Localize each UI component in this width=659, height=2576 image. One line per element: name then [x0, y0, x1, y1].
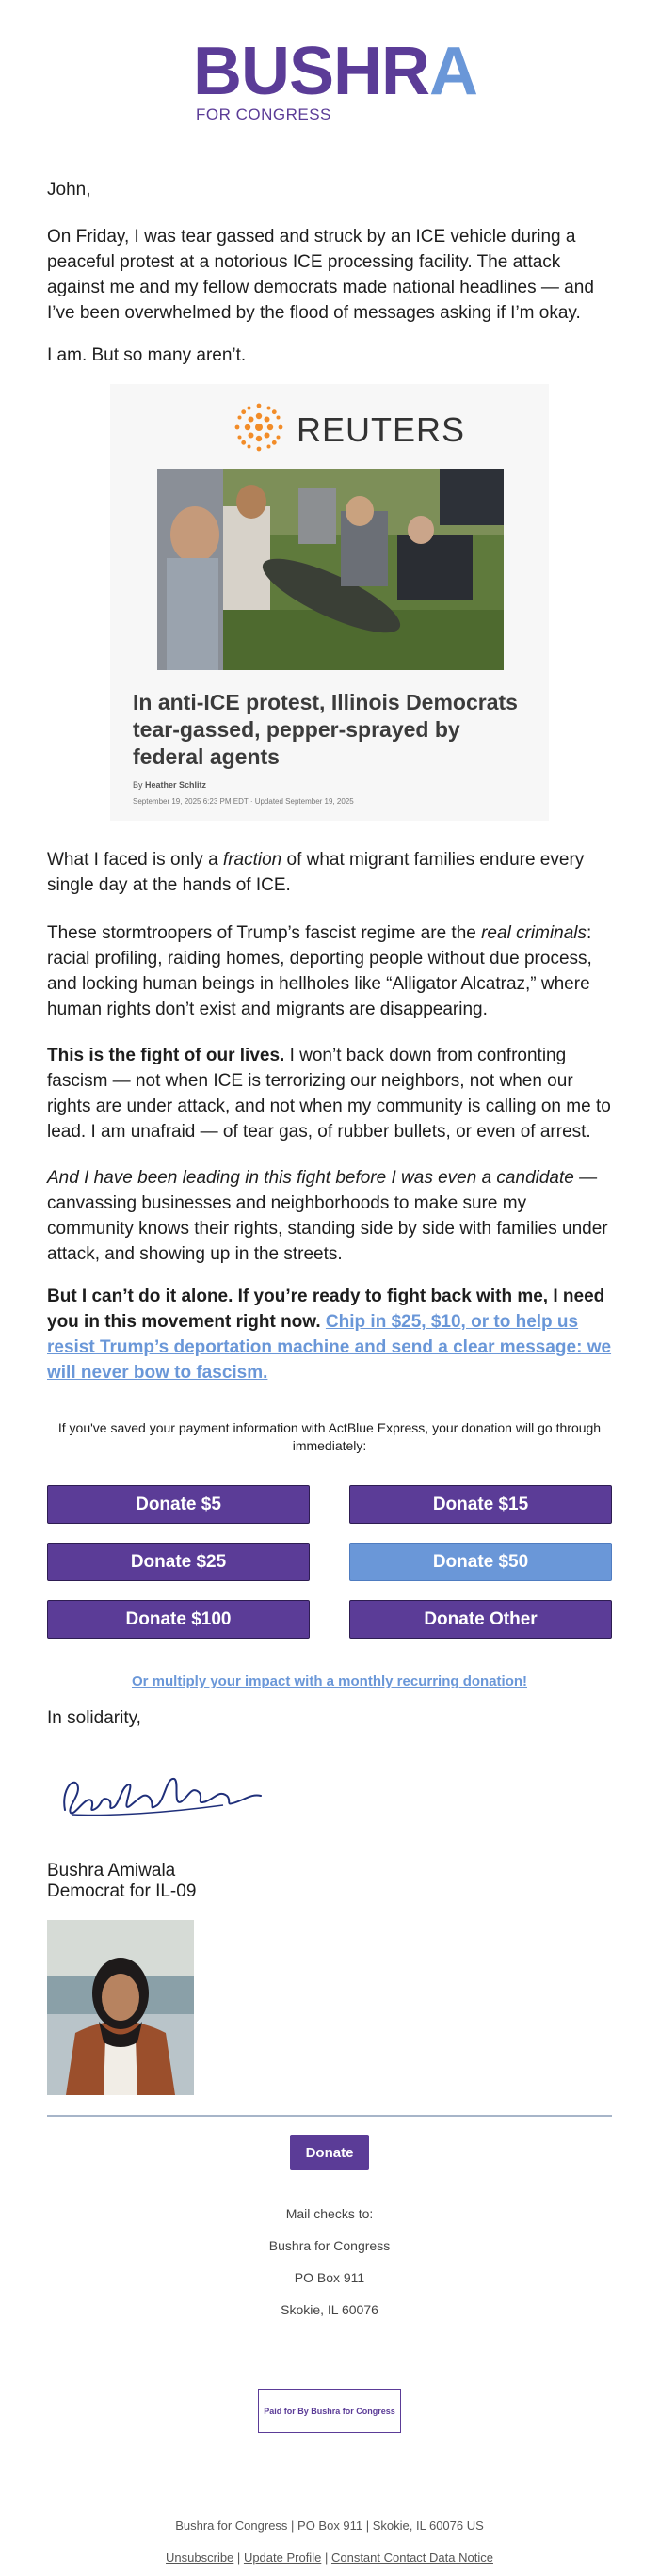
logo-text: BUSHR [193, 34, 430, 109]
candidate-portrait [47, 1920, 194, 2095]
paragraph-fight: This is the fight of our lives. I won’t back down from confronting fascism — not when ICE is terrorizing our neighbors, not when our rights are under attack, and not when my community is calling on me to lead. I am unafraid — of tear gas, of rubber bullets, or even of arrest. [47, 1046, 611, 1142]
data-notice-link[interactable]: Constant Contact Data Notice [330, 2551, 493, 2565]
donate-50-button[interactable]: Donate $50 [349, 1543, 612, 1581]
footer-address: Bushra for Congress | PO Box 911 | Skokie, IL 60076 US [175, 2519, 484, 2533]
article-byline: By Heather Schlitz [133, 780, 207, 790]
footer-links: Unsubscribe | Update Profile | Constant Contact Data Notice [166, 2551, 493, 2565]
footer-donate-button[interactable]: Donate [290, 2135, 369, 2170]
mail-city: Skokie, IL 60076 [281, 2302, 378, 2317]
signature [54, 1758, 265, 1829]
article-author: Heather Schlitz [145, 780, 207, 790]
recurring-donation [47, 1673, 612, 1689]
donate-100-button[interactable]: Donate $100 [47, 1600, 310, 1639]
paragraph-fraction: What I faced is only a fraction of what migrant families endure every single day at the hands of ICE. [47, 850, 585, 895]
footer-divider [47, 2115, 612, 2117]
paragraph-criminals: These stormtroopers of Trump’s fascist regime are the real criminals: racial profiling, raiding homes, deporting people without due process, and locking human beings in hellholes like “Alligator Alcatraz,” where human rights don’t exist and migrants are disappearing. [47, 923, 592, 1019]
closing-line: In solidarity, [47, 1708, 141, 1728]
donate-5-button[interactable]: Donate $5 [47, 1485, 310, 1524]
campaign-logo [193, 34, 478, 130]
mail-po-box: PO Box 911 [294, 2270, 365, 2285]
paragraph-call-to-action: But I can’t do it alone. If you’re ready to fight back with me, I need you in this movement right now. Chip in $25, $10, or to help us resist Trump’s deportation machine and send a clear message: we will never bow to fascism. [47, 1287, 612, 1383]
greeting: John, [47, 180, 91, 200]
chip-in-link[interactable]: Chip in $25, $10, or to help us resist Trump’s deportation machine and send a clear message: we will never bow to fascism. [47, 1312, 612, 1383]
logo-accent-letter: A [429, 34, 478, 109]
actblue-express-note: If you've saved your payment information with ActBlue Express, your donation will go through immediately: [57, 1420, 602, 1453]
protest-photo [157, 469, 504, 670]
unsubscribe-link[interactable]: Unsubscribe [166, 2551, 234, 2565]
signer-title: Democrat for IL-09 [47, 1881, 197, 1901]
mail-org: Bushra for Congress [268, 2238, 391, 2253]
donate-25-button[interactable]: Donate $25 [47, 1543, 310, 1581]
paid-for-disclaimer: Paid for By Bushra for Congress [258, 2389, 401, 2433]
logo-subtitle: FOR CONGRESS [196, 105, 331, 123]
reuters-dot-mark-icon [231, 399, 287, 456]
update-profile-link[interactable]: Update Profile [243, 2551, 322, 2565]
signer-name: Bushra Amiwala [47, 1861, 176, 1880]
paragraph-short: I am. But so many aren’t. [47, 345, 247, 365]
reuters-logo [231, 399, 466, 456]
paragraph-intro: On Friday, I was tear gassed and struck by an ICE vehicle during a peaceful protest at a notorious ICE processing facility. The attack against me and my fellow democrats made national headlines — and I’ve been overwhelmed by the flood of messages asking if I’m okay. [47, 227, 594, 323]
donate-15-button[interactable]: Donate $15 [349, 1485, 612, 1524]
article-headline: In anti-ICE protest, Illinois Democrats tear-gassed, pepper-sprayed by federal agents [133, 690, 518, 769]
recurring-donation-link[interactable]: Or multiply your impact with a monthly recurring donation! [131, 1673, 528, 1689]
article-date: September 19, 2025 6:23 PM EDT · Updated September 19, 2025 [133, 797, 354, 806]
reuters-wordmark: REUTERS [297, 410, 466, 449]
news-article-card[interactable] [110, 384, 549, 821]
donate-other-button[interactable]: Donate Other [349, 1600, 612, 1639]
paragraph-leading: And I have been leading in this fight before I was even a candidate — canvassing businesses and neighborhoods to make sure my community knows their rights, standing side by side with families under attack, and showing up in the streets. [47, 1168, 608, 1264]
mail-checks-label: Mail checks to: [285, 2206, 374, 2221]
